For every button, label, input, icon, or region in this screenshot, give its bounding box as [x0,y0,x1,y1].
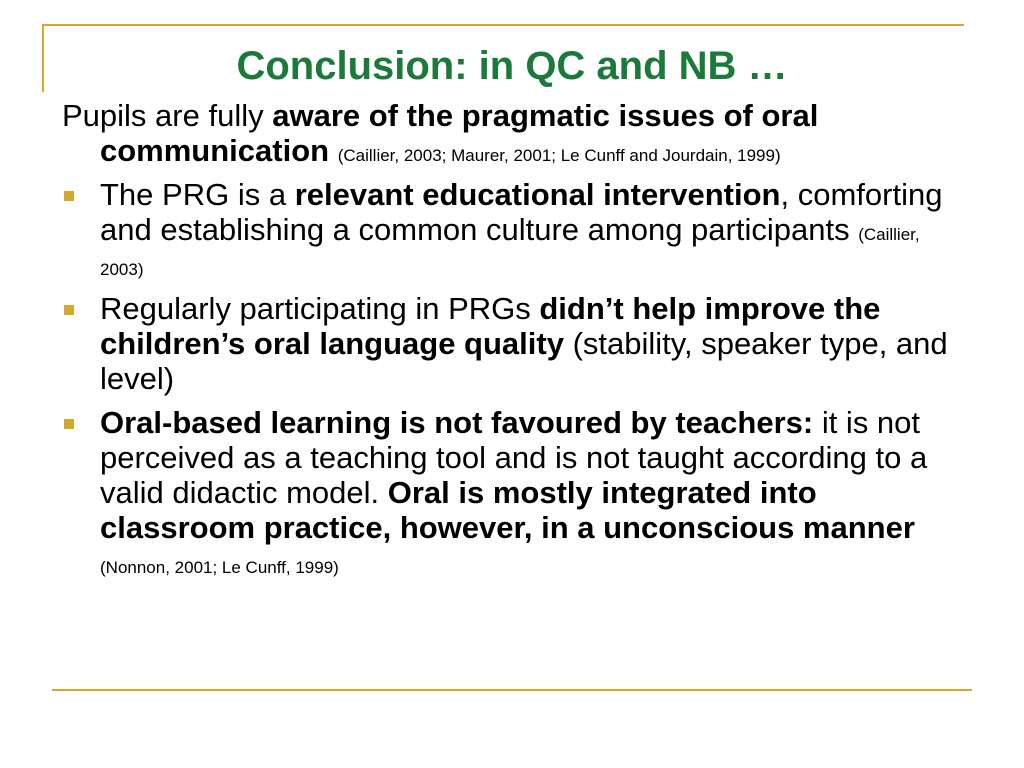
intro-citation: (Caillier, 2003; Maurer, 2001; Le Cunff and Jourdain, 1999) [337,146,781,165]
top-divider-line [42,24,964,26]
bullet-2-emphasis: didn’t help improve the children’s oral language quality [100,291,881,361]
intro-emphasis: aware of the pragmatic issues of oral communication [100,98,819,168]
square-bullet-icon [64,305,74,315]
slide-title: Conclusion: in QC and NB … [236,44,788,88]
intro-paragraph [62,98,962,168]
bullet-2-prefix: Regularly participating in PRGs [100,291,540,326]
intro-prefix: Pupils are fully [62,98,273,133]
bullet-2-suffix: (stability, speaker type, and level) [100,326,948,396]
bullet-1-text: , comforting and establishing a common culture among participants [100,177,943,247]
square-bullet-icon [64,419,74,429]
bullet-3-emphasis-2: Oral is mostly integrated into classroom practice, however, in a unconscious manner [100,475,915,545]
bullet-3-emphasis-1: Oral-based learning is not favoured by teachers: [100,405,814,440]
slide-body [62,98,962,589]
bullet-item-oral-learning [62,405,962,580]
bullet-3-citation: (Nonnon, 2001; Le Cunff, 1999) [100,558,339,577]
square-bullet-icon [64,191,74,201]
bottom-divider-line [52,689,972,691]
bullet-1-citation: (Caillier, 2003) [100,225,920,279]
bullet-item-prg-relevance [62,177,962,282]
intro-space [329,133,338,168]
bullet-1-emphasis: relevant educational intervention [294,177,781,212]
bullet-1-prefix: The PRG is a [100,177,295,212]
bullet-3-text: it is not perceived as a teaching tool and is not taught according to a valid didactic model. [100,405,928,510]
bullet-item-prg-participation [62,291,962,396]
